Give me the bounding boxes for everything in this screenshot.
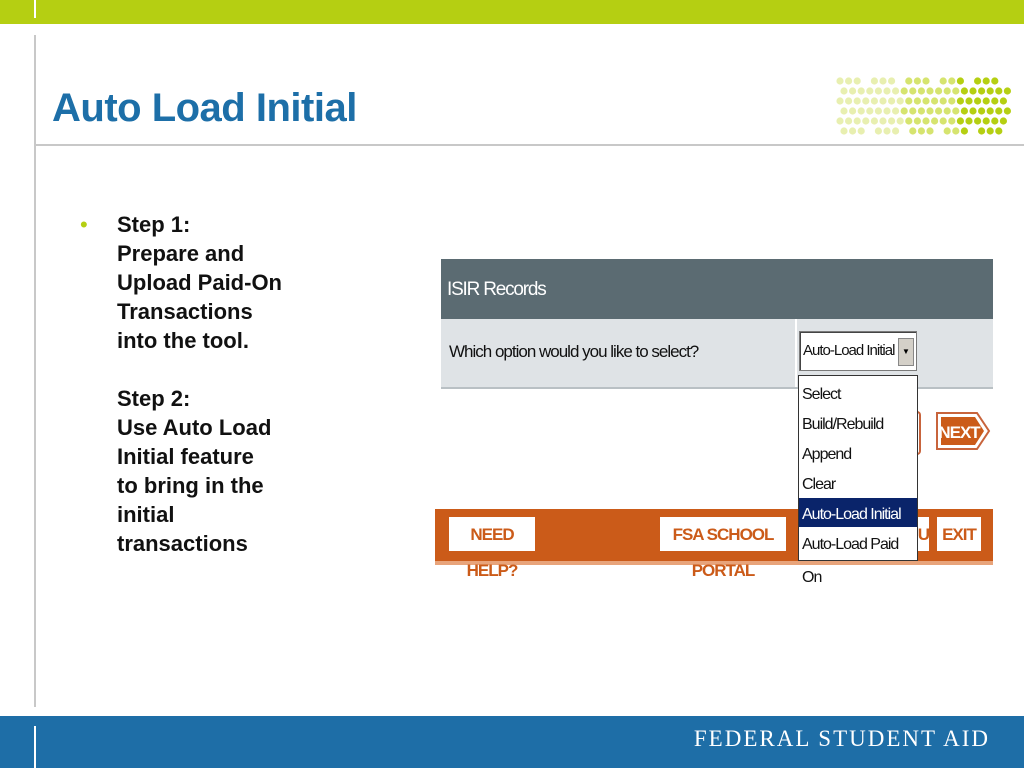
dropdown-option-select[interactable]: Select	[802, 386, 841, 403]
step1-line: into the tool.	[117, 328, 249, 353]
logo-dot	[957, 77, 964, 84]
logo-dot	[901, 87, 908, 94]
logo-dot	[875, 127, 882, 134]
step2-line: Initial feature	[117, 444, 254, 469]
logo-dot	[948, 77, 955, 84]
step1-line: Upload Paid-On	[117, 270, 282, 295]
logo-dot	[987, 127, 994, 134]
dropdown-option-auto-load-initial[interactable]: Auto-Load Initial	[799, 498, 917, 527]
app-header-title: ISIR Records	[447, 279, 546, 300]
logo-dot	[840, 87, 847, 94]
logo-dot	[849, 127, 856, 134]
logo-dot	[883, 127, 890, 134]
footer-tick	[34, 726, 36, 768]
logo-dot	[918, 87, 925, 94]
logo-dot	[940, 117, 947, 124]
logo-dot	[974, 97, 981, 104]
logo-dot	[888, 117, 895, 124]
logo-dot	[849, 107, 856, 114]
logo-dot	[905, 77, 912, 84]
logo-dot	[974, 77, 981, 84]
logo-dot	[926, 107, 933, 114]
logo-dot	[866, 107, 873, 114]
logo-dot	[914, 77, 921, 84]
logo-dot	[957, 117, 964, 124]
logo-dot	[1000, 117, 1007, 124]
logo-dot	[905, 97, 912, 104]
logo-dot	[935, 87, 942, 94]
bullet-marker: •	[80, 212, 88, 237]
app-header	[441, 259, 993, 319]
logo-dot	[840, 107, 847, 114]
logo-dot	[952, 107, 959, 114]
logo-dot	[892, 87, 899, 94]
fsa-school-portal-button[interactable]: FSA SCHOOL PORTAL	[660, 517, 786, 551]
logo-dot	[948, 97, 955, 104]
next-button[interactable]	[935, 411, 991, 451]
logo-dot	[983, 77, 990, 84]
logo-dot	[892, 127, 899, 134]
logo-dot	[965, 97, 972, 104]
logo-dot	[922, 117, 929, 124]
logo-dot	[918, 127, 925, 134]
logo-dot	[866, 87, 873, 94]
step1-line: Transactions	[117, 299, 253, 324]
logo-dot	[862, 117, 869, 124]
logo-dot	[957, 97, 964, 104]
logo-dot	[875, 107, 882, 114]
logo-dot	[922, 97, 929, 104]
slide-title: Auto Load Initial	[52, 86, 357, 130]
logo-dot	[854, 97, 861, 104]
logo-dot	[940, 97, 947, 104]
logo-dot	[879, 117, 886, 124]
logo-dot	[875, 87, 882, 94]
logo-dot	[935, 107, 942, 114]
row-divider	[795, 319, 797, 387]
logo-dot	[858, 87, 865, 94]
logo-dot	[883, 107, 890, 114]
logo-dot	[991, 117, 998, 124]
logo-dot	[940, 77, 947, 84]
logo-dot	[840, 127, 847, 134]
step2-line: to bring in the	[117, 473, 264, 498]
logo-dot	[931, 117, 938, 124]
logo-dot	[854, 77, 861, 84]
logo-dot	[944, 87, 951, 94]
logo-dot	[836, 77, 843, 84]
logo-dot	[845, 117, 852, 124]
logo-dot	[991, 77, 998, 84]
logo-dot	[1000, 97, 1007, 104]
logo-dot	[901, 107, 908, 114]
logo-dot	[978, 107, 985, 114]
logo-dot	[961, 107, 968, 114]
logo-dot	[965, 117, 972, 124]
logo-dot	[845, 77, 852, 84]
logo-dot	[944, 127, 951, 134]
logo-dot	[983, 117, 990, 124]
logo-dot	[871, 117, 878, 124]
partial-hidden-button[interactable]: U	[905, 517, 929, 551]
logo-dot	[948, 117, 955, 124]
logo-dot	[991, 97, 998, 104]
step1-heading: Step 1:	[117, 212, 191, 237]
logo-dot	[858, 107, 865, 114]
logo-dot	[897, 117, 904, 124]
logo-dot	[1004, 107, 1011, 114]
logo-dot	[922, 77, 929, 84]
logo-dot	[836, 97, 843, 104]
logo-dot	[995, 87, 1002, 94]
logo-dot	[926, 127, 933, 134]
isir-records-screenshot	[441, 259, 993, 586]
dropdown-option-build-rebuild[interactable]: Build/Rebuild	[802, 416, 884, 433]
logo-dot	[987, 87, 994, 94]
logo-dot	[926, 87, 933, 94]
logo-dot	[892, 107, 899, 114]
decorative-dots-logo	[835, 76, 1011, 136]
logo-dot	[905, 117, 912, 124]
logo-dot	[854, 117, 861, 124]
logo-dot	[1004, 87, 1011, 94]
footer-bar	[0, 716, 1024, 768]
paragraph-gap	[117, 355, 370, 384]
top-accent-bar	[0, 0, 1024, 24]
logo-dot	[909, 87, 916, 94]
logo-dot	[914, 97, 921, 104]
logo-dot	[888, 77, 895, 84]
step2-line: Use Auto Load	[117, 415, 272, 440]
logo-dot	[952, 127, 959, 134]
step2-heading: Step 2:	[117, 386, 191, 411]
logo-dot	[995, 107, 1002, 114]
bullet-item-steps	[117, 210, 370, 558]
logo-dot	[995, 127, 1002, 134]
logo-dot	[978, 87, 985, 94]
step1-line: Prepare and	[117, 241, 245, 266]
logo-dot	[961, 87, 968, 94]
logo-dot	[883, 87, 890, 94]
title-divider-rule	[34, 144, 1024, 146]
top-bar-tick	[34, 0, 36, 18]
logo-dot	[858, 127, 865, 134]
step2-line: initial	[117, 502, 175, 527]
logo-dot	[987, 107, 994, 114]
dropdown-option-clear[interactable]: Clear	[802, 476, 836, 493]
option-question: Which option would you like to select?	[449, 342, 699, 361]
logo-dot	[978, 127, 985, 134]
logo-dot	[909, 127, 916, 134]
logo-dot	[974, 117, 981, 124]
footer-brand: FEDERAL STUDENT AID	[693, 726, 990, 751]
dropdown-option-append[interactable]: Append	[802, 446, 852, 463]
logo-dot	[969, 87, 976, 94]
logo-dot	[952, 87, 959, 94]
next-button-label: NEXT	[938, 423, 980, 442]
step2-line: transactions	[117, 531, 248, 556]
logo-dot	[944, 107, 951, 114]
logo-dot	[879, 97, 886, 104]
bullet-list	[80, 210, 370, 558]
logo-dot	[931, 97, 938, 104]
left-divider-rule	[34, 35, 36, 707]
logo-dot	[983, 97, 990, 104]
logo-dot	[914, 117, 921, 124]
dropdown-option-auto-load-paid-on[interactable]: Auto-Load Paid On	[802, 536, 899, 586]
logo-dot	[836, 117, 843, 124]
logo-dot	[909, 107, 916, 114]
logo-dot	[862, 97, 869, 104]
logo-dot	[969, 107, 976, 114]
logo-dot	[897, 97, 904, 104]
logo-dot	[879, 77, 886, 84]
option-dropdown-list[interactable]	[798, 375, 918, 586]
logo-dot	[845, 97, 852, 104]
dropdown-arrow-icon[interactable]: ▼	[898, 338, 914, 366]
option-select[interactable]	[799, 331, 917, 371]
logo-dot	[849, 87, 856, 94]
logo-dot	[871, 97, 878, 104]
logo-dot	[888, 97, 895, 104]
select-value: Auto-Load Initial	[803, 342, 895, 359]
logo-dot	[961, 127, 968, 134]
exit-button[interactable]: EXIT	[937, 517, 981, 551]
logo-dot	[918, 107, 925, 114]
logo-dot	[871, 77, 878, 84]
need-help-button[interactable]: NEED HELP?	[449, 517, 535, 551]
